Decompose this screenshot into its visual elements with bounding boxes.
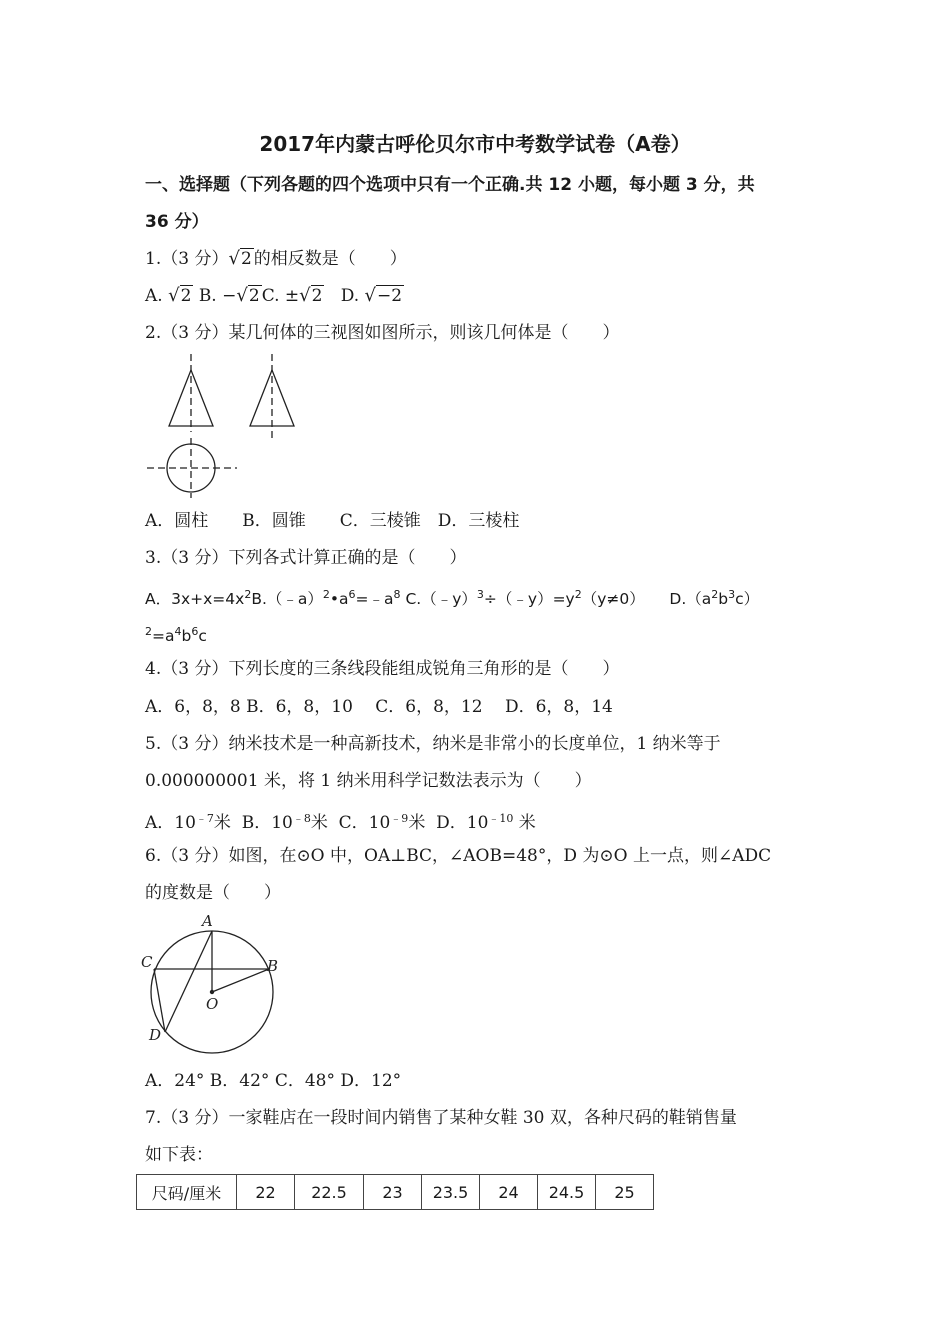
question-7-line2: 如下表： xyxy=(145,1145,213,1165)
table-cell: 24 xyxy=(480,1175,538,1210)
question-2-stem: 2.（3 分）某几何体的三视图如图所示，则该几何体是（ ） xyxy=(145,323,620,343)
sqrt-expression: √2 xyxy=(228,248,252,269)
option-d-value: √−2 xyxy=(364,285,403,306)
label-c: C xyxy=(141,953,153,971)
label-a: A xyxy=(202,912,213,930)
question-4-options: A．6，8，8 B．6，8，10 C．6，8，12 D．6，8，14 xyxy=(145,697,613,717)
question-3-options: A．$3x+x=4x^2B.(﹣a)^2•a^6=﹣a^8$ $C.(﹣y)^3\div(﹣y)=y^2(y\ne 0)$ $D.(a^2b^3c)$ xyxy=(145,588,760,608)
section-heading-line2: 36 分） xyxy=(145,212,209,232)
option-a-value: √2 xyxy=(168,285,192,306)
question-6-options: A．24° B．42° C．48° D．12° xyxy=(145,1071,402,1091)
section-heading-line1: 一、选择题（下列各题的四个选项中只有一个正确.共 12 小题，每小题 3 分，共 xyxy=(145,175,755,195)
table-cell: 22 xyxy=(237,1175,295,1210)
option-c-sign: ± xyxy=(284,286,300,306)
question-2-options: A．圆柱 B．圆锥 C．三棱锥 D．三棱柱 xyxy=(145,511,520,531)
question-6-line2: 的度数是（ ） xyxy=(145,883,281,903)
side-view xyxy=(250,354,294,438)
option-b-value: √2 xyxy=(236,285,260,306)
question-1-options xyxy=(145,285,404,307)
segment-ob xyxy=(212,969,269,992)
front-view xyxy=(169,354,213,432)
question-5-line2: 0.000000001 米，将 1 纳米用科学记数法表示为（ ） xyxy=(145,771,592,791)
table-cell: 24.5 xyxy=(538,1175,596,1210)
question-1-stem xyxy=(145,248,407,270)
label-o: O xyxy=(206,995,219,1013)
exam-title: 2017年内蒙古呼伦贝尔市中考数学试卷（A卷） xyxy=(259,132,691,156)
table-cell: 23 xyxy=(364,1175,422,1210)
table-row xyxy=(137,1175,654,1210)
table-header-cell: 尺码/厘米 xyxy=(137,1175,237,1210)
question-7-line1: 7.（3 分）一家鞋店在一段时间内销售了某种女鞋 30 双，各种尺码的鞋销售量 xyxy=(145,1108,737,1128)
table-cell: 23.5 xyxy=(422,1175,480,1210)
label-d: D xyxy=(149,1026,162,1044)
radicand: 2 xyxy=(240,249,252,269)
question-6-line1: 6.（3 分）如图，在⊙O 中，OA⊥BC，∠AOB=48°，D 为⊙O 上一点，则∠ADC xyxy=(145,846,772,866)
circle-figure xyxy=(140,910,290,1060)
option-d-label: D. xyxy=(340,286,360,306)
question-3-stem: 3.（3 分）下列各式计算正确的是（ ） xyxy=(145,548,467,568)
center-point xyxy=(210,990,214,994)
question-5-options: A．$10^{﹣7}$米 B．$10^{﹣8}$米 C．$10^{﹣9}$米 D．$10^{﹣10}$ 米 xyxy=(145,812,536,833)
table-cell: 25 xyxy=(596,1175,654,1210)
question-1-prefix: 1.（3 分） xyxy=(145,249,229,269)
question-4-stem: 4.（3 分）下列长度的三条线段能组成锐角三角形的是（ ） xyxy=(145,659,620,679)
option-a-label: A. xyxy=(145,286,163,306)
shoe-size-table xyxy=(136,1174,654,1210)
top-view xyxy=(147,438,237,498)
label-b: B xyxy=(267,957,279,975)
option-c-value: √2 xyxy=(299,285,323,306)
option-b-sign: − xyxy=(222,286,237,306)
option-b-label: B. xyxy=(198,286,217,306)
table-cell: 22.5 xyxy=(295,1175,364,1210)
three-view-figure xyxy=(145,352,305,500)
question-3-option-d-continued: $^2=a^4b^6c$ xyxy=(145,625,207,645)
question-1-suffix: 的相反数是（ ） xyxy=(253,249,407,269)
question-5-line1: 5.（3 分）纳米技术是一种高新技术，纳米是非常小的长度单位，1 纳米等于 xyxy=(145,734,721,754)
option-c-label: C. xyxy=(261,286,280,306)
